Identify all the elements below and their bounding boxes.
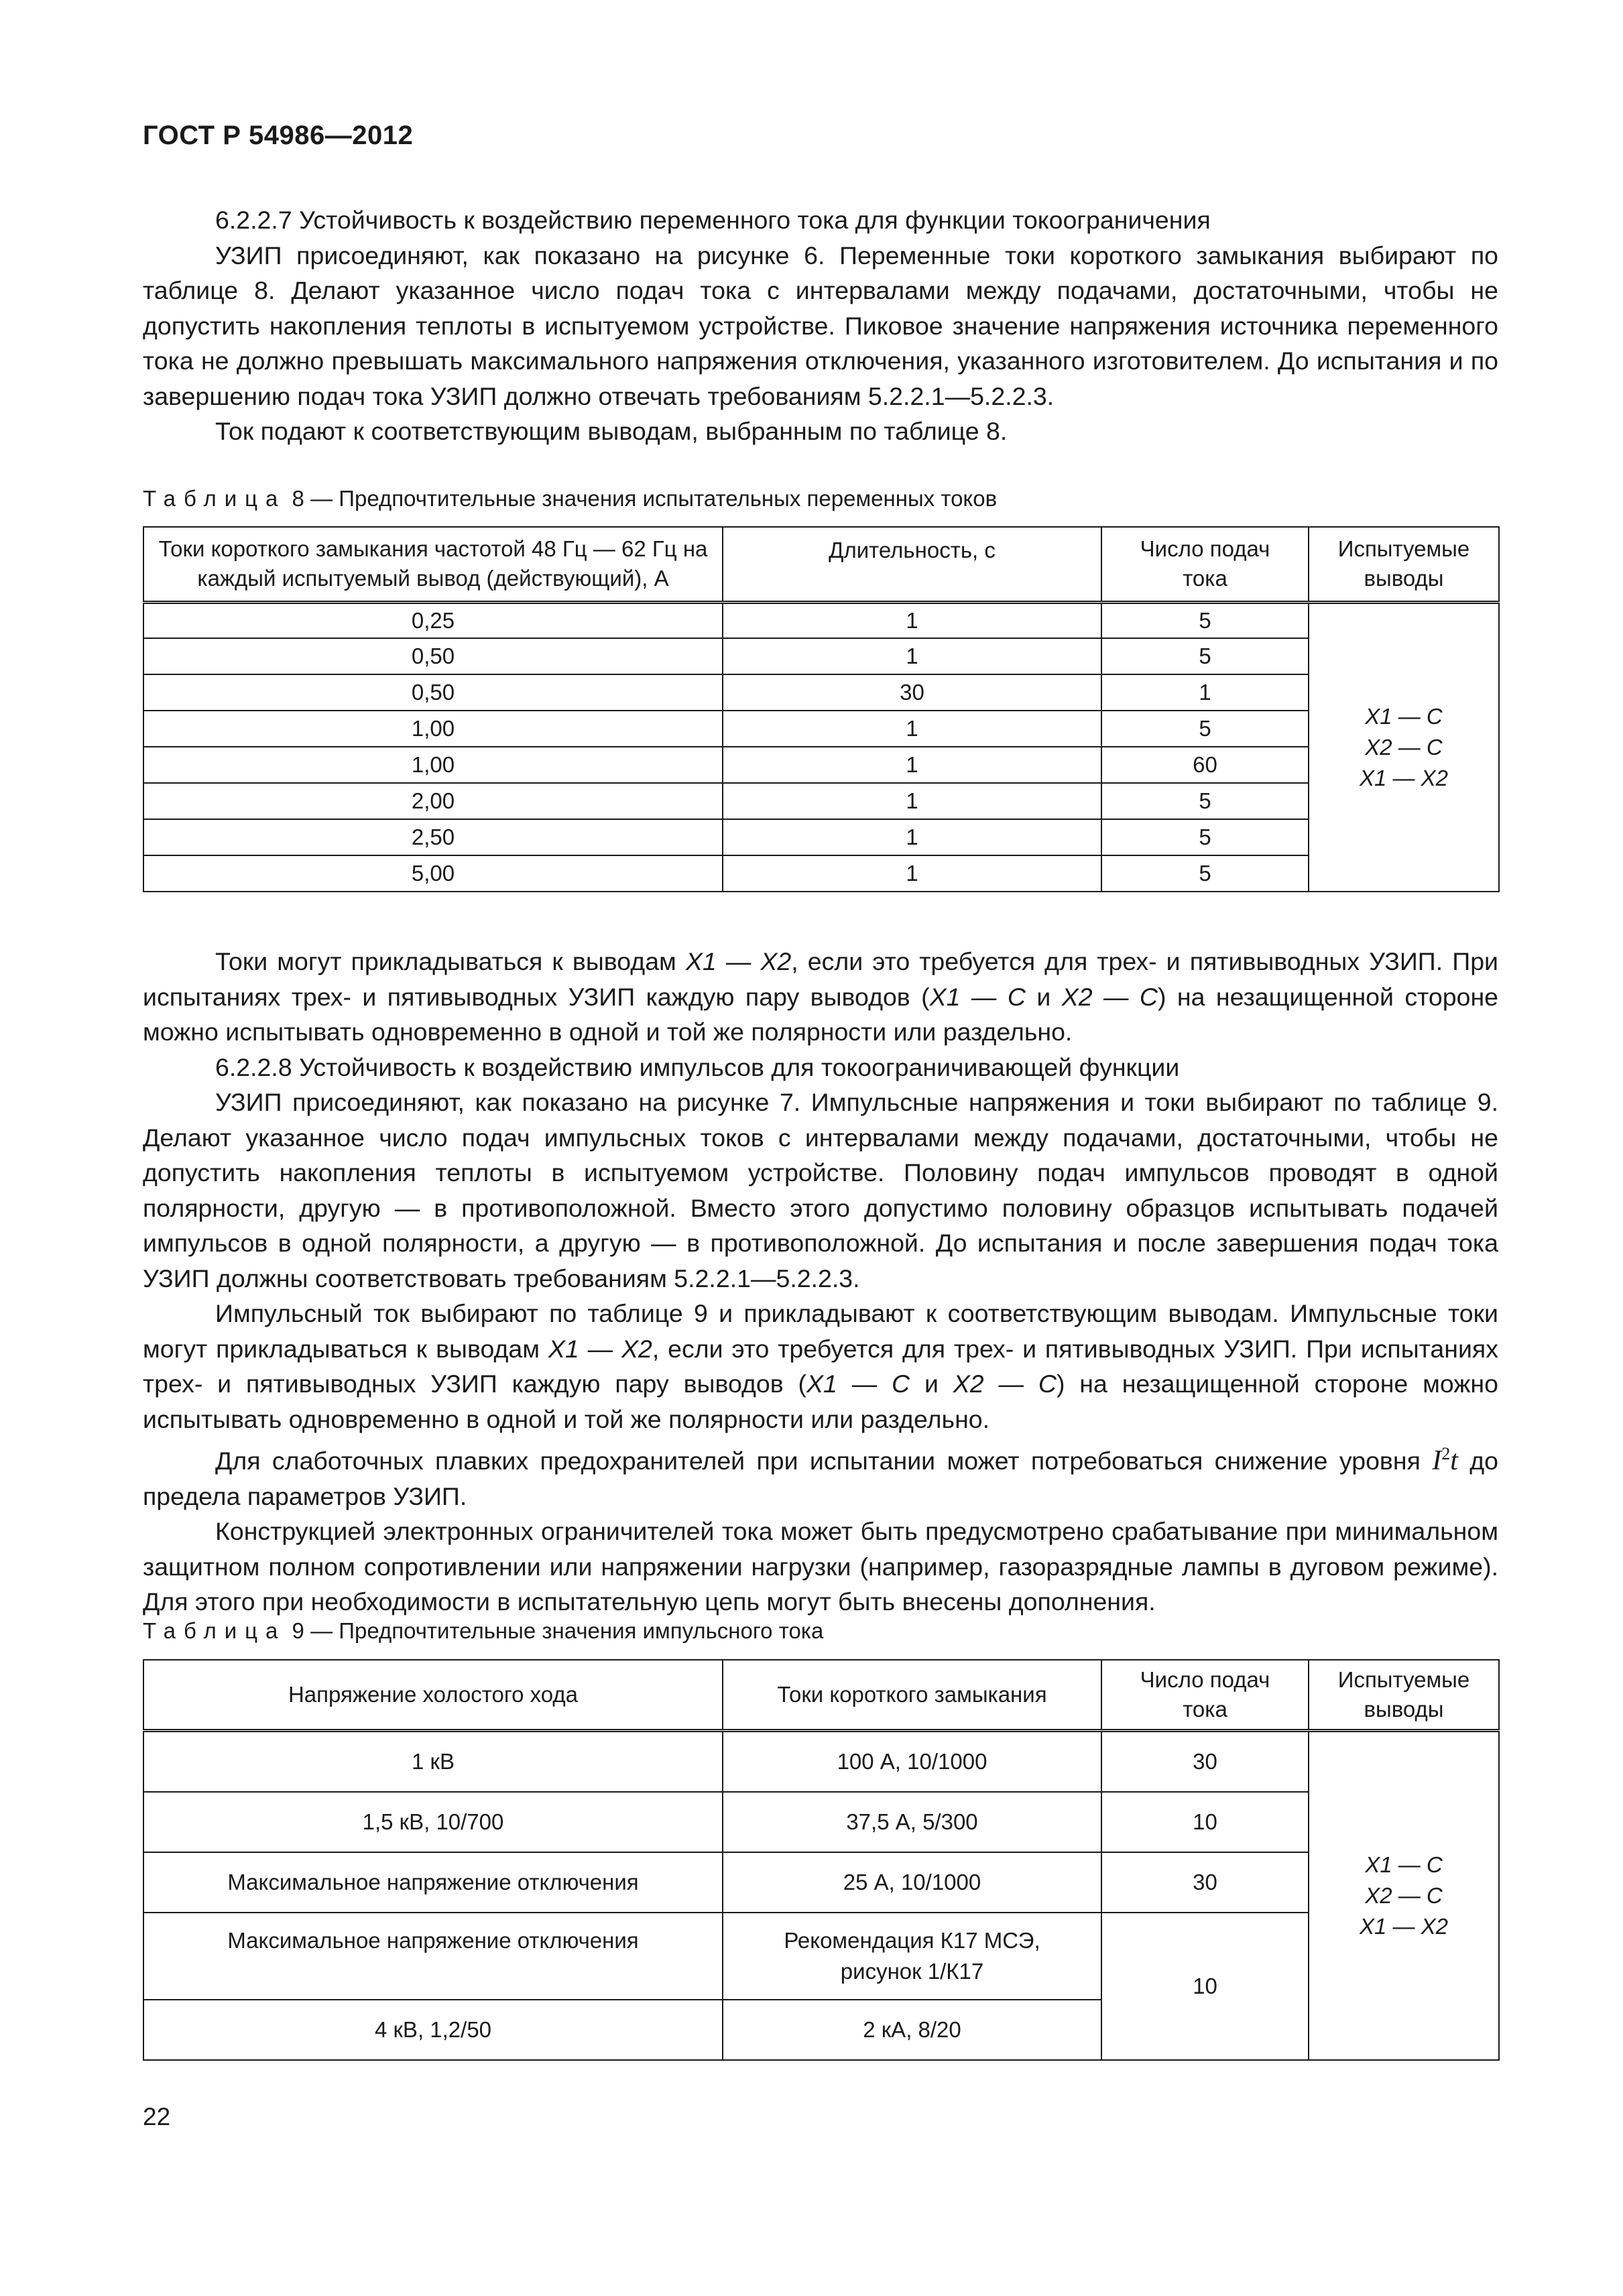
current-cell: 1,00	[143, 711, 723, 747]
duration-cell: 1	[723, 819, 1101, 855]
current-cell: 0,50	[143, 638, 723, 674]
table-row	[143, 1913, 1499, 2000]
count-cell: 5	[1101, 602, 1309, 638]
text-run: Для слаботочных плавких предохранителей при испытании может потребоваться снижение уровня	[215, 1447, 1433, 1475]
table-row	[143, 674, 1499, 711]
table-8-caption	[143, 485, 997, 512]
current-cell: 0,25	[143, 602, 723, 638]
count-cell: 1	[1101, 674, 1309, 711]
body-paragraph	[143, 1296, 1498, 1437]
terminal-pair: X1 — X2	[1359, 765, 1449, 790]
text-run: ) на незащищенной стороне можно испытывать одновременно в одной и той же полярности или раздельно.	[143, 982, 1499, 1046]
terminal-pair: X1 — C	[1365, 703, 1443, 729]
current-cell: 5,00	[143, 855, 723, 892]
duration-cell: 30	[723, 674, 1101, 711]
column-header: Число подач тока	[1101, 1660, 1309, 1730]
formula-base: I	[1432, 1445, 1442, 1476]
table-row	[143, 819, 1499, 855]
i2t-formula	[1432, 1445, 1458, 1476]
table-row	[143, 783, 1499, 819]
terminal-pair: X2 — C	[1365, 1882, 1443, 1908]
table-header-row	[143, 527, 1499, 602]
terminal-ref: X1 — X2	[548, 1334, 652, 1363]
caption-word: Таблица	[143, 1618, 286, 1643]
terminal-pair: X1 — X2	[1359, 1913, 1449, 1939]
caption-text: 9 — Предпочтительные значения импульсного тока	[286, 1618, 824, 1643]
body-paragraph: Ток подают к соответствующим выводам, выбранным по таблице 8.	[215, 417, 1008, 445]
count-cell: 60	[1101, 747, 1309, 783]
terminal-ref: X1 — C	[929, 982, 1026, 1011]
count-cell: 5	[1101, 819, 1309, 855]
voltage-cell: 1,5 кВ, 10/700	[143, 1792, 723, 1852]
terminals-cell	[1309, 602, 1499, 892]
voltage-cell: Максимальное напряжение отключения	[143, 1913, 723, 2000]
current-cell: Рекомендация К17 МСЭ, рисунок 1/К17	[723, 1913, 1101, 2000]
terminal-ref: X1 — X2	[685, 947, 792, 975]
current-cell: 0,50	[143, 674, 723, 711]
body-paragraph: УЗИП присоединяют, как показано на рисунке 6. Переменные токи короткого замыкания выбирают по таблице 8. Делают указанное число подач тока с интервалами между подачами, достаточными, чтобы не допустить накопления теплоты в испытуемом устройстве. Пиковое значение напряжения источника переменного тока не должно превышать максимального напряжения отключения, указанного изготовителем. До испытания и по завершению подач тока УЗИП должно отвечать требованиям 5.2.2.1—5.2.2.3.	[143, 241, 1498, 410]
column-header: Токи короткого замыкания	[723, 1660, 1101, 1730]
table-row	[143, 855, 1499, 892]
column-header: Испытуемые выводы	[1309, 1660, 1499, 1730]
text-run: Импульсный ток выбирают по таблице 9 и прикладывают к соответствующим выводам. Импульсные токи могут прикладываться к выводам	[143, 1299, 1498, 1363]
count-cell: 10	[1101, 1913, 1309, 2060]
current-cell: 37,5 А, 5/300	[723, 1792, 1101, 1852]
count-cell: 30	[1101, 1730, 1309, 1792]
table-row	[143, 602, 1499, 638]
formula-t: t	[1450, 1445, 1458, 1476]
column-header: Число подач тока	[1101, 527, 1309, 602]
table-row	[143, 638, 1499, 674]
voltage-cell: 4 кВ, 1,2/50	[143, 2000, 723, 2060]
terminals-cell	[1309, 1730, 1499, 2060]
terminal-ref: X2 — C	[1061, 982, 1158, 1011]
text-run: и	[1025, 982, 1062, 1011]
text-run: , если это требуется для трех- и пятивыводных УЗИП. При испытаниях трех- и пятивыводных УЗИП каждую пару выводов (	[143, 947, 1498, 1011]
clause-heading: 6.2.2.8 Устойчивость к воздействию импульсов для токоограничивающей функции	[215, 1052, 1180, 1081]
body-paragraph: Конструкцией электронных ограничителей тока может быть предусмотрено срабатывание при минимальном защитном полном сопротивлении или напряжении нагрузки (например, газоразрядные лампы в дуговом режиме). Для этого при необходимости в испытательную цепь могут быть внесены дополнения.	[143, 1517, 1498, 1616]
voltage-cell: Максимальное напряжение отключения	[143, 1852, 723, 1913]
current-cell: 25 А, 10/1000	[723, 1852, 1101, 1913]
caption-text: 8 — Предпочтительные значения испытательных переменных токов	[286, 486, 998, 511]
table-9	[143, 1659, 1500, 2061]
table-row	[143, 1852, 1499, 1913]
count-cell: 5	[1101, 711, 1309, 747]
table-row	[143, 747, 1499, 783]
table-8	[143, 526, 1500, 892]
page-number: 22	[143, 2103, 171, 2130]
column-header: Длительность, с	[723, 527, 1101, 602]
current-cell: 1,00	[143, 747, 723, 783]
text-run: Токи могут прикладываться к выводам	[215, 947, 686, 975]
section-6-2-2-8	[143, 944, 1498, 1620]
text-run: и	[910, 1370, 953, 1398]
terminal-pair: X1 — C	[1365, 1852, 1443, 1877]
terminal-pair: X2 — C	[1365, 734, 1443, 760]
current-cell: 2 кА, 8/20	[723, 2000, 1101, 2060]
body-paragraph	[143, 1437, 1498, 1514]
table-row	[143, 1792, 1499, 1852]
formula-sup: 2	[1441, 1444, 1451, 1463]
table-row	[143, 1730, 1499, 1792]
table-9-caption	[143, 1618, 823, 1644]
current-cell: 100 А, 10/1000	[723, 1730, 1101, 1792]
duration-cell: 1	[723, 602, 1101, 638]
column-header: Напряжение холостого хода	[143, 1660, 723, 1730]
body-paragraph	[143, 944, 1498, 1050]
count-cell: 30	[1101, 1852, 1309, 1913]
current-cell: 2,00	[143, 783, 723, 819]
duration-cell: 1	[723, 638, 1101, 674]
duration-cell: 1	[723, 855, 1101, 892]
standard-header: ГОСТ Р 54986—2012	[143, 121, 414, 150]
caption-word: Таблица	[143, 486, 286, 511]
count-cell: 10	[1101, 1792, 1309, 1852]
table-header-row	[143, 1660, 1499, 1730]
table-row	[143, 711, 1499, 747]
voltage-cell: 1 кВ	[143, 1730, 723, 1792]
body-paragraph: УЗИП присоединяют, как показано на рисунке 7. Импульсные напряжения и токи выбирают по таблице 9. Делают указанное число подач импульсных токов с интервалами между подачами, достаточными, чтобы не допустить накопления теплоты в испытуемом устройстве. Половину подач импульсов проводят в одной полярности, другую — в противоположной. Вместо этого допустимо половину образцов испытывать подачей импульсов в одной полярности, а другую — в противоположной. До испытания и после завершения подач тока УЗИП должны соответствовать требованиям 5.2.2.1—5.2.2.3.	[143, 1088, 1498, 1292]
terminal-ref: X1 — C	[806, 1370, 910, 1398]
section-6-2-2-7	[143, 202, 1498, 449]
text-run: до предела параметров УЗИП.	[143, 1447, 1498, 1510]
count-cell: 5	[1101, 638, 1309, 674]
count-cell: 5	[1101, 855, 1309, 892]
duration-cell: 1	[723, 747, 1101, 783]
column-header: Испытуемые выводы	[1309, 527, 1499, 602]
text-run: , если это требуется для трех- и пятивыводных УЗИП. При испытаниях трех- и пятивыводных УЗИП каждую пару выводов (	[143, 1334, 1498, 1398]
current-cell: 2,50	[143, 819, 723, 855]
column-header: Токи короткого замыкания частотой 48 Гц — 62 Гц на каждый испытуемый вывод (действующий), А	[143, 527, 723, 602]
text-run: ) на незащищенной стороне можно испытывать одновременно в одной и той же полярности или раздельно.	[143, 1370, 1498, 1433]
terminal-ref: X2 — C	[953, 1370, 1057, 1398]
clause-heading: 6.2.2.7 Устойчивость к воздействию переменного тока для функции токоограничения	[215, 206, 1211, 234]
duration-cell: 1	[723, 783, 1101, 819]
count-cell: 5	[1101, 783, 1309, 819]
duration-cell: 1	[723, 711, 1101, 747]
